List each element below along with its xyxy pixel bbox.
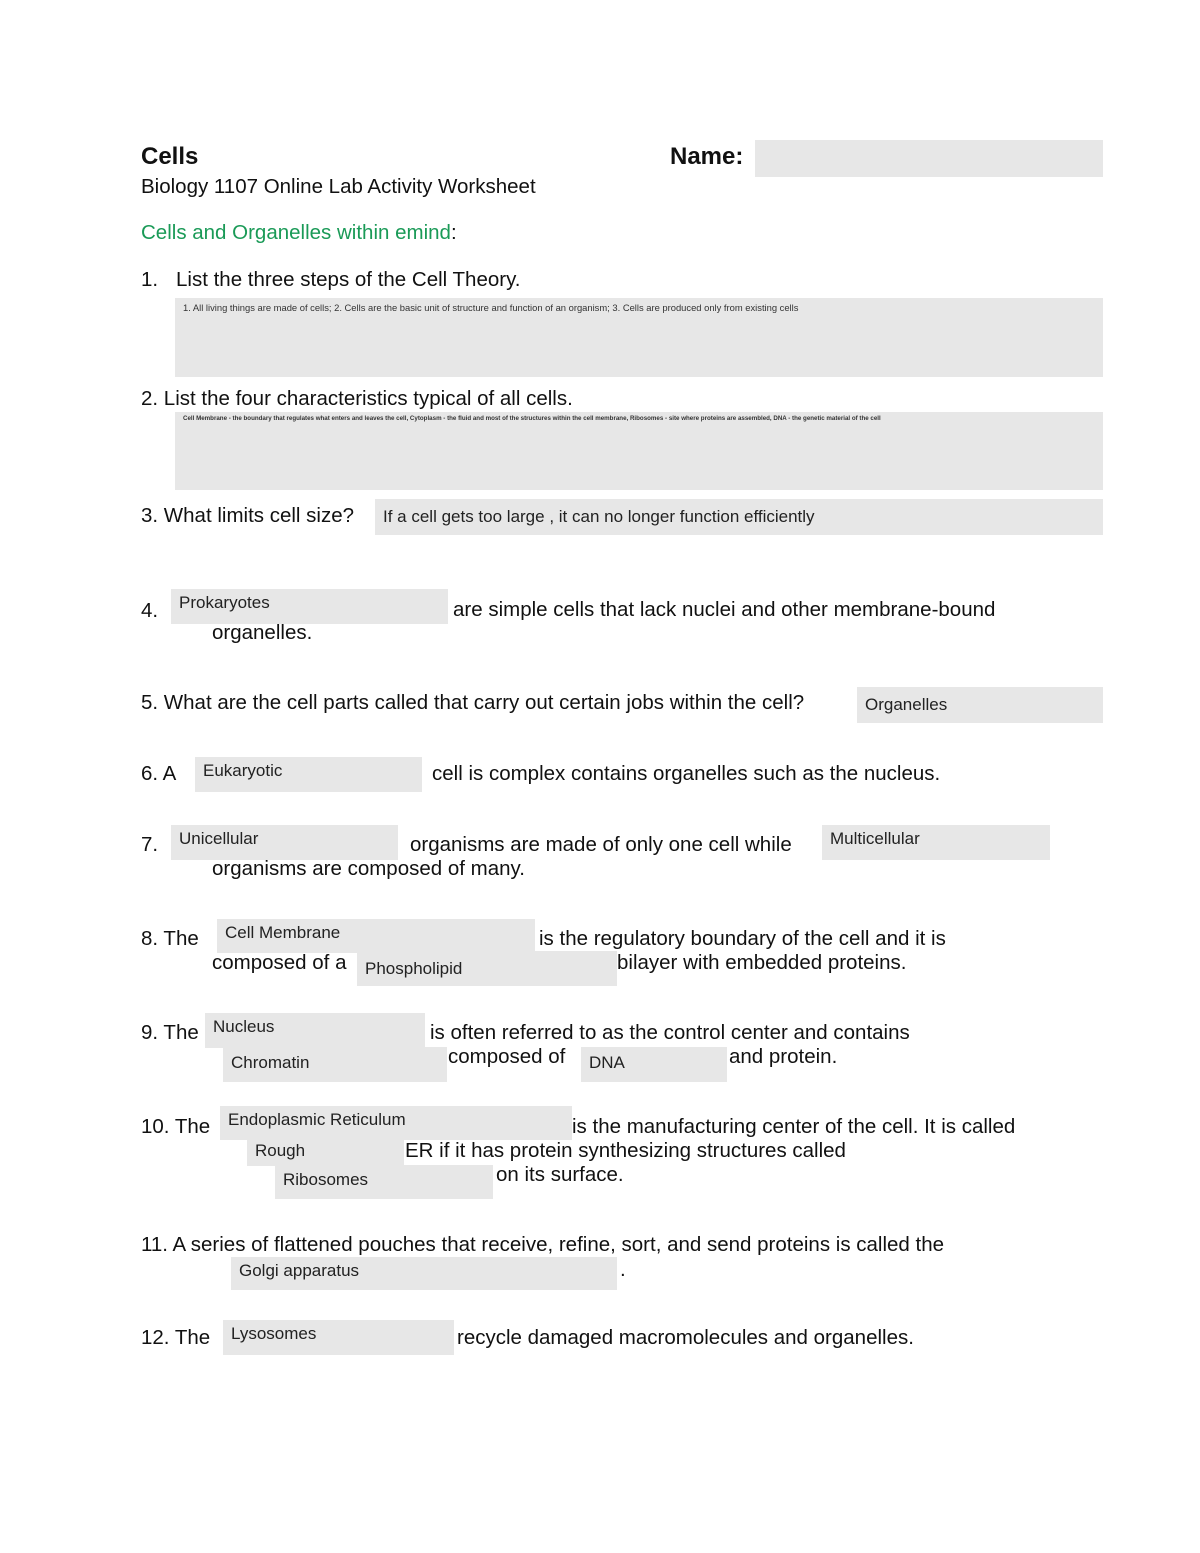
q9-answer-field-2[interactable]: Chromatin [223,1047,447,1082]
q4-number: 4. [141,599,159,622]
q9-answer-field-3[interactable]: DNA [581,1047,727,1082]
q1-answer-field[interactable]: 1. All living things are made of cells; 2. Cells are the basic unit of structure and function of an organism; 3. Cells are produced only from existing cells [175,298,1103,377]
q4-text-a: are simple cells that lack nuclei and other membrane-bound [453,598,996,621]
q7-answer-field-1[interactable]: Unicellular [171,825,398,860]
q1-text: List the three steps of the Cell Theory. [176,268,521,291]
q10-text-b: ER if it has protein synthesizing structures called [405,1139,846,1162]
q10-answer-field-2[interactable]: Rough [247,1138,404,1166]
section-heading-colon: : [450,221,457,244]
q3-answer-field[interactable]: If a cell gets too large , it can no longer function efficiently [375,499,1103,535]
q9-text-c: and protein. [729,1045,838,1068]
q7-answer-field-2[interactable]: Multicellular [822,825,1050,860]
q10-prefix: 10. The [141,1115,211,1138]
q8-answer-field-1[interactable]: Cell Membrane [217,919,535,953]
q11-answer-field[interactable]: Golgi apparatus [231,1257,617,1290]
q7-number: 7. [141,833,159,856]
q9-text-b: composed of [448,1045,566,1068]
q6-text: cell is complex contains organelles such as the nucleus. [432,762,941,785]
q11-text: 11. A series of flattened pouches that receive, refine, sort, and send proteins is called the [141,1233,945,1256]
q7-text-b: organisms are composed of many. [212,857,525,880]
q7-text-a: organisms are made of only one cell while [410,833,792,856]
q8-text-c: bilayer with embedded proteins. [617,951,907,974]
name-label: Name: [670,143,744,170]
q1-number: 1. [141,268,159,291]
q8-answer-field-2[interactable]: Phospholipid [357,951,617,986]
q6-answer-field[interactable]: Eukaryotic [195,757,422,792]
section-heading-text: Cells and Organelles within emind [141,221,451,244]
q9-answer-field-1[interactable]: Nucleus [205,1013,425,1048]
worksheet-title: Cells [141,143,199,170]
q3-text: 3. What limits cell size? [141,504,355,527]
q10-text-a: is the manufacturing center of the cell. It is called [572,1115,1016,1138]
q12-answer-field[interactable]: Lysosomes [223,1320,454,1355]
q12-text: recycle damaged macromolecules and organelles. [457,1326,914,1349]
q9-prefix: 9. The [141,1021,199,1044]
q5-text: 5. What are the cell parts called that carry out certain jobs within the cell? [141,691,805,714]
q2-text: 2. List the four characteristics typical of all cells. [141,387,573,410]
q6-prefix: 6. A [141,762,177,785]
q8-text-a: is the regulatory boundary of the cell and it is [539,927,946,950]
q12-prefix: 12. The [141,1326,211,1349]
q4-text-b: organelles. [212,621,313,644]
q9-text-a: is often referred to as the control center and contains [430,1021,910,1044]
q8-text-b: composed of a [212,951,347,974]
q2-answer-field[interactable]: Cell Membrane - the boundary that regulates what enters and leaves the cell, Cytoplasm - the fluid and most of the structures within the cell membrane, Ribosomes - site where proteins are assembled, DNA - the genetic material of the cell [175,412,1103,490]
section-heading [141,221,457,245]
name-field[interactable] [755,140,1103,177]
subtitle: Biology 1107 Online Lab Activity Worksheet [141,175,536,198]
q10-answer-field-3[interactable]: Ribosomes [275,1165,493,1199]
q10-text-c: on its surface. [496,1163,624,1186]
q11-period: . [620,1258,626,1281]
q4-answer-field[interactable]: Prokaryotes [171,589,448,624]
q8-prefix: 8. The [141,927,199,950]
q10-answer-field-1[interactable]: Endoplasmic Reticulum [220,1106,572,1140]
q5-answer-field[interactable]: Organelles [857,687,1103,723]
